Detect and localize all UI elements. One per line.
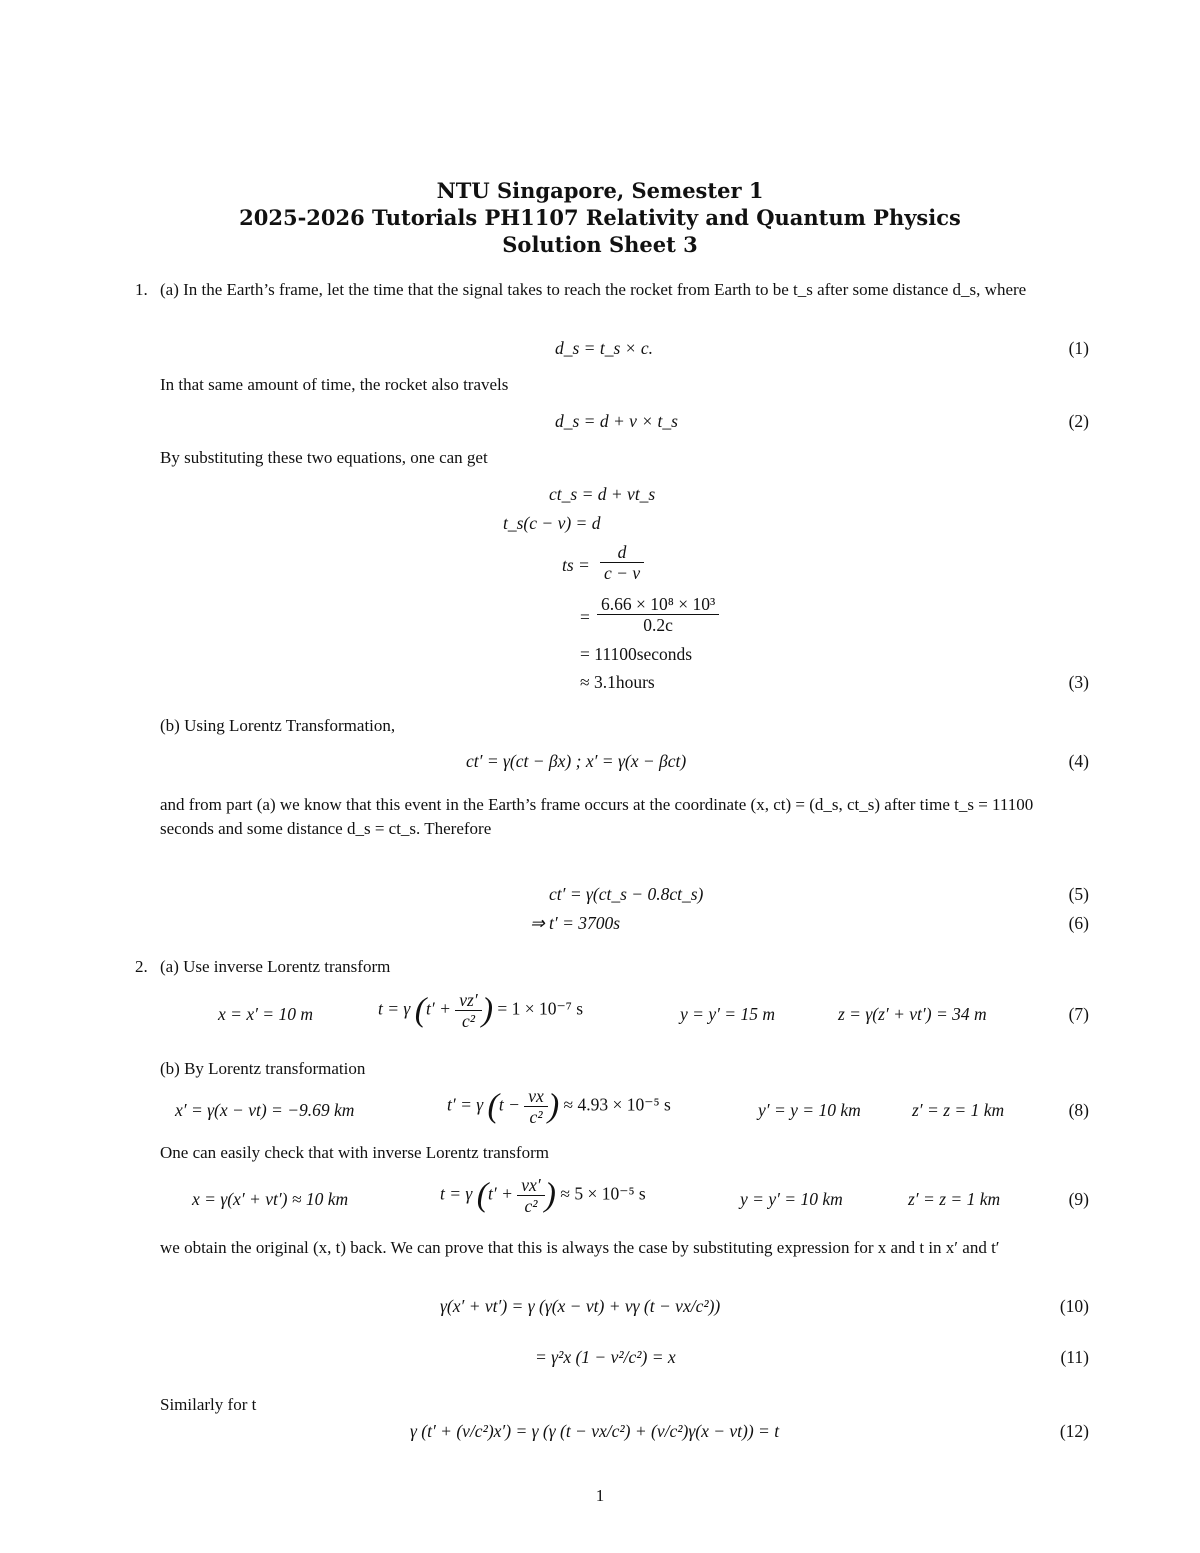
equation-3-line-2: t_s(c − v) = d <box>503 513 601 533</box>
page-number: 1 <box>595 1486 605 1505</box>
title-line-3: Solution Sheet 3 <box>502 232 698 257</box>
fraction-denominator: c − v <box>604 563 641 583</box>
title-line-2: 2025-2026 Tutorials PH1107 Relativity and Quantum Physics <box>239 205 961 230</box>
equation-3-line-1: ct_s = d + vt_s <box>549 484 656 504</box>
eq-number-6: (6) <box>1068 913 1089 933</box>
equation-9-t: t = γ (t′ + $\frac{vx'}{\text{c²}}$ ) ≈ 5 × 10⁻⁵ s <box>440 1175 646 1216</box>
equation-7-z: z = γ(z′ + vt′) = 34 m <box>838 1004 987 1024</box>
equation-3-line-4-eq: = <box>580 607 590 627</box>
eq-number-12: (12) <box>1059 1421 1089 1441</box>
equation-3-line-4-fraction <box>597 594 719 635</box>
eq-number-4: (4) <box>1068 751 1089 771</box>
q2-a-text: (a) Use inverse Lorentz transform <box>160 957 391 976</box>
equation-12: γ (t′ + (v/c²)x′) = γ (γ (t − vx/c²) + (v/c²)γ(x − vt)) = t <box>410 1421 780 1441</box>
equation-1: d_s = t_s × c. <box>555 338 653 358</box>
equation-4: ct′ = γ(ct − βx) ; x′ = γ(x − βct) <box>466 751 687 771</box>
eq7-t-rhs: = 1 × 10⁻⁷ s <box>497 998 584 1019</box>
equation-8-y: y′ = y = 10 km <box>758 1100 861 1120</box>
equation-5: ct′ = γ(ct_s − 0.8ct_s) <box>549 884 704 904</box>
eq-number-1: (1) <box>1068 338 1089 358</box>
equation-8-z: z′ = z = 1 km <box>912 1100 1005 1120</box>
equation-2: d_s = d + v × t_s <box>555 411 678 431</box>
eq-number-2: (2) <box>1068 411 1089 431</box>
eq-number-9: (9) <box>1068 1189 1089 1209</box>
equation-7-x: x = x′ = 10 m <box>218 1004 313 1024</box>
q1-from-part-a-text: and from part (a) we know that this event in the Earth’s frame occurs at the coordinate (x, ct) = (d_s, ct_s) after time t_s = 11100 seconds and some distance d_s = ct_s. Therefore <box>160 795 1034 838</box>
equation-8-t: t′ = γ (t − $\frac{vx}{\text{c²}}$ ) ≈ 4.93 × 10⁻⁵ s <box>447 1086 671 1127</box>
equation-11: = γ²x (1 − v²/c²) = x <box>535 1347 676 1367</box>
equation-10: γ(x′ + vt′) = γ (γ(x − vt) + vγ (t − vx/c²)) <box>440 1296 721 1316</box>
equation-9-z: z′ = z = 1 km <box>908 1189 1001 1209</box>
q1-b-text: (b) Using Lorentz Transformation, <box>160 716 396 735</box>
equation-3-line-5: = 11100seconds <box>580 644 693 664</box>
q1-substitute-text: By substituting these two equations, one can get <box>160 448 488 467</box>
equation-6: ⇒ t′ = 3700s <box>530 913 621 933</box>
eq-number-10: (10) <box>1059 1296 1089 1316</box>
equation-7-y: y = y′ = 15 m <box>680 1004 775 1024</box>
equation-9-x: x = γ(x′ + vt′) ≈ 10 km <box>192 1189 349 1209</box>
eq-number-11: (11) <box>1060 1347 1089 1367</box>
title-line-1: NTU Singapore, Semester 1 <box>436 178 764 203</box>
equation-3-line-3-fraction <box>600 542 644 583</box>
eq-number-8: (8) <box>1068 1100 1089 1120</box>
q2-obtain-text: we obtain the original (x, t) back. We can prove that this is always the case by substituting expression for x and t in x′ and t′ <box>160 1238 1000 1257</box>
equation-3-line-6: ≈ 3.1hours <box>580 672 655 692</box>
q2-similarly-text: Similarly for t <box>160 1395 257 1414</box>
eq-number-3: (3) <box>1068 672 1089 692</box>
question-2-label: 2. <box>135 957 148 976</box>
q1-same-time-text: In that same amount of time, the rocket also travels <box>160 375 509 394</box>
q2-b-text: (b) By Lorentz transformation <box>160 1059 366 1078</box>
eq8-t-rhs: ≈ 4.93 × 10⁻⁵ s <box>563 1094 671 1115</box>
fraction-denominator: 0.2c <box>643 615 673 635</box>
eq7-t-lhs: t = γ <box>378 998 411 1019</box>
fraction-numerator: d <box>600 542 644 563</box>
fraction-numerator: 6.66 × 10⁸ × 10³ <box>597 594 719 615</box>
question-1-label: 1. <box>135 280 148 299</box>
equation-7-t: t = γ (t′ + $\frac{vz'}{\text{c²}}$ ) = 1 × 10⁻⁷ s <box>378 990 584 1031</box>
eq9-t-rhs: ≈ 5 × 10⁻⁵ s <box>560 1183 646 1204</box>
equation-3-line-3-lhs: ts = <box>562 555 590 575</box>
equation-9-y: y = y′ = 10 km <box>740 1189 843 1209</box>
q1-a-text: (a) In the Earth’s frame, let the time that the signal takes to reach the rocket from Earth to be t_s after some distance d_s, where <box>160 280 1027 299</box>
eq-number-7: (7) <box>1068 1004 1089 1024</box>
eq-number-5: (5) <box>1068 884 1089 904</box>
equation-8-x: x′ = γ(x − vt) = −9.69 km <box>175 1100 355 1120</box>
q2-check-text: One can easily check that with inverse Lorentz transform <box>160 1143 549 1162</box>
